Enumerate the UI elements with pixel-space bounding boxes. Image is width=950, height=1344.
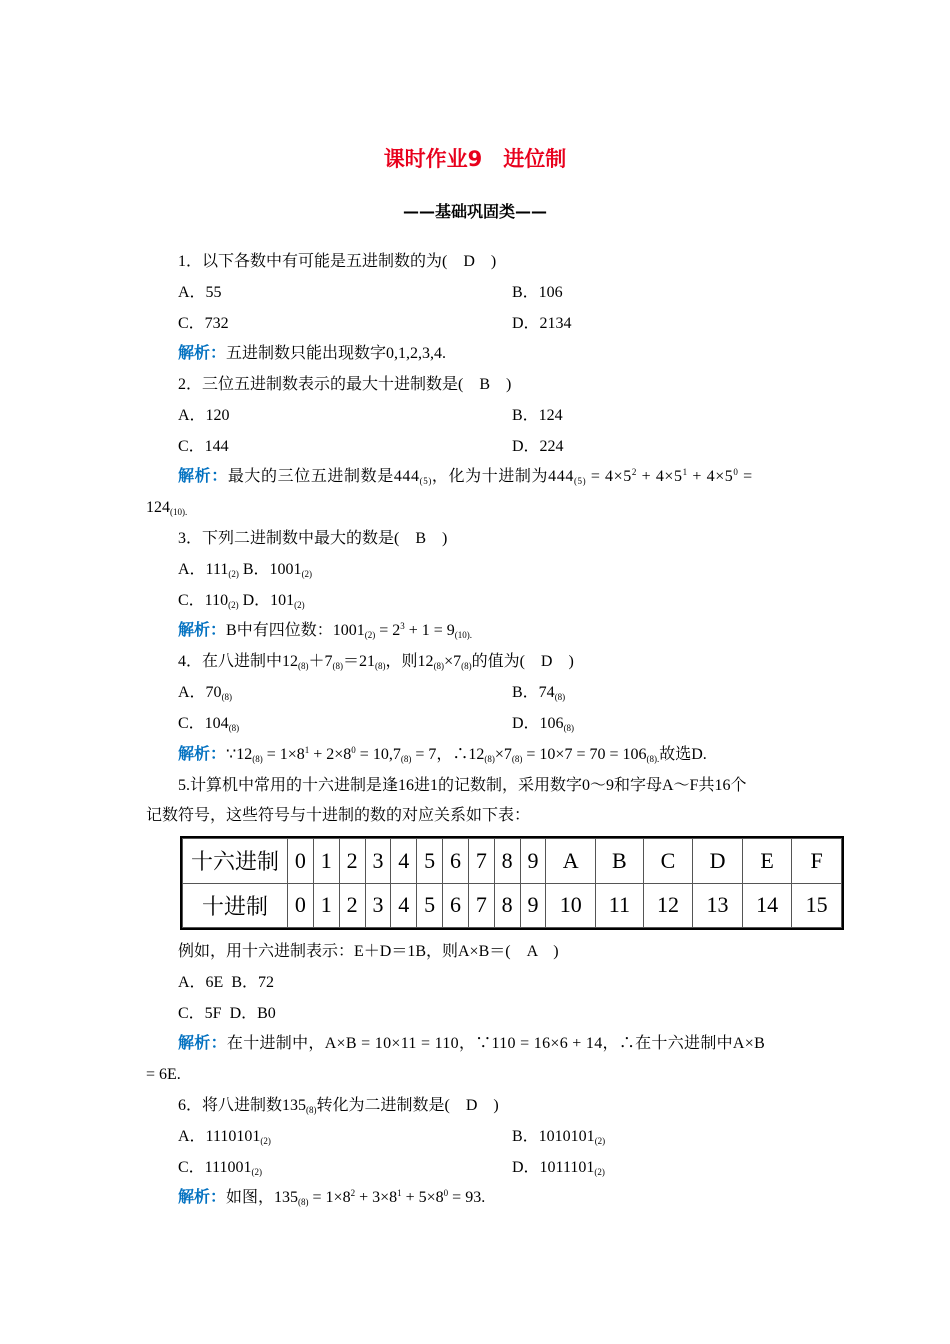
- table-row-head: 十进制: [183, 883, 288, 928]
- table-cell: A: [546, 839, 596, 884]
- q3-options-ab: A．$111_{(2)}$ B．$1001_{(2)}$: [178, 561, 313, 579]
- q2-option-b: B．124: [512, 407, 563, 424]
- explanation-label: 解析：: [178, 1189, 227, 1206]
- q4-option-d: D．$106_{(8)}$: [512, 715, 575, 733]
- table-cell: 13: [693, 883, 743, 928]
- q1-explanation: 解析：五进制数只能出现数字0,1,2,3,4.: [178, 345, 447, 362]
- q4-stem: 4．在八进制中$12_{(8)}+7_{(8)}=21_{(8)}$，则$12_{(8)}\times 7_{(8)}$的值为( D ): [178, 653, 574, 671]
- q5-explanation: 解析：在十进制中，A×B = 10×11 = 110，∵110 = 16×6 + 14，∴在十六进制中A×B: [178, 1035, 766, 1052]
- q6-explanation: 解析：如图，$135_{(8)} = 1\times 8^2 + 3\times 8^1 + 5\times 8^0 = 93$.: [178, 1188, 486, 1207]
- explanation-label: 解析：: [178, 746, 227, 763]
- table-cell: 15: [792, 883, 842, 928]
- table-cell: 2: [339, 883, 365, 928]
- section-heading: ——基础巩固类——: [402, 202, 547, 221]
- q1-option-c: C．732: [178, 315, 229, 332]
- hex-decimal-table: [180, 836, 844, 930]
- q2-stem: 2．三位五进制数表示的最大十进制数是( B ): [178, 376, 512, 393]
- explanation-label: 解析：: [178, 622, 227, 639]
- q4-option-b: B．$74_{(8)}$: [512, 684, 566, 702]
- explanation-label: 解析：: [178, 468, 228, 485]
- q2-option-a: A．120: [178, 407, 230, 424]
- explanation-label: 解析：: [178, 1035, 227, 1052]
- q3-stem: 3．下列二进制数中最大的数是( B ): [178, 530, 448, 547]
- q6-option-c: C．$111001_{(2)}$: [178, 1159, 262, 1177]
- q5-stem: 5.计算机中常用的十六进制是逢16进1的记数制，采用数字0～9和字母A～F共16个: [178, 777, 747, 794]
- table-cell: 9: [520, 883, 546, 928]
- explanation-label: 解析：: [178, 345, 227, 362]
- q4-explanation: 解析：$\because 12_{(8)} = 1\times 8^1 + 2\times 8^0 = 10,7_{(8)} = 7$，$\therefore 12_{(8)}\times 7_{(8)} = 10\times 7 = 70 = 106_{(8).}$故选D.: [178, 745, 707, 764]
- table-cell: 6: [443, 883, 469, 928]
- q1-option-d: D．2134: [512, 315, 572, 332]
- q2-option-d: D．224: [512, 438, 564, 455]
- page-title: 课时作业9 进位制: [383, 147, 567, 171]
- table-cell: 3: [365, 839, 391, 884]
- table-cell: 5: [417, 883, 443, 928]
- table-row: [183, 839, 842, 884]
- table-cell: 7: [468, 883, 494, 928]
- q6-stem: 6．将八进制数$135_{(8)}$转化为二进制数是( D ): [178, 1097, 499, 1115]
- table-cell: 8: [494, 883, 520, 928]
- table-cell: C: [643, 839, 693, 884]
- table-cell: E: [742, 839, 792, 884]
- q3-explanation: 解析：B中有四位数：$1001_{(2)} = 2^3 + 1 = 9_{(10).}$: [178, 621, 473, 640]
- q1-stem: 1．以下各数中有可能是五进制数的为( D ): [178, 253, 497, 270]
- q1-option-b: B．106: [512, 284, 563, 301]
- table-cell: B: [595, 839, 643, 884]
- table-cell: 1: [313, 839, 339, 884]
- q6-option-d: D．$1011101_{(2)}$: [512, 1159, 605, 1177]
- q5-example: 例如，用十六进制表示：E＋D＝1B，则A×B＝( A ): [178, 943, 559, 960]
- q4-option-c: C．$104_{(8)}$: [178, 715, 240, 733]
- q2-explanation-cont: $124_{(10).}$: [146, 499, 188, 517]
- table-cell: D: [693, 839, 743, 884]
- table-cell: 2: [339, 839, 365, 884]
- q1-option-a: A．55: [178, 284, 222, 301]
- table-cell: 9: [520, 839, 546, 884]
- table-cell: 14: [742, 883, 792, 928]
- table-cell: 3: [365, 883, 391, 928]
- q5-explanation-cont: = 6E.: [146, 1066, 181, 1083]
- table-cell: 0: [288, 839, 314, 884]
- table-cell: 11: [595, 883, 643, 928]
- q6-option-a: A．$1110101_{(2)}$: [178, 1128, 271, 1146]
- table-cell: 4: [391, 839, 417, 884]
- table-cell: F: [792, 839, 842, 884]
- q5-stem-cont: 记数符号，这些符号与十进制的数的对应关系如下表：: [146, 807, 531, 824]
- q3-options-cd: C．$110_{(2)}$ D．$101_{(2)}$: [178, 592, 305, 610]
- table-cell: 8: [494, 839, 520, 884]
- q6-option-b: B．$1010101_{(2)}$: [512, 1128, 606, 1146]
- table-cell: 10: [546, 883, 596, 928]
- q2-option-c: C．144: [178, 438, 229, 455]
- table-cell: 1: [313, 883, 339, 928]
- q5-options-cd: C．5F D．B0: [178, 1005, 276, 1022]
- q4-option-a: A．$70_{(8)}$: [178, 684, 233, 702]
- table-cell: 7: [468, 839, 494, 884]
- q5-options-ab: A．6E B．72: [178, 974, 275, 991]
- table-cell: 12: [643, 883, 693, 928]
- table-cell: 5: [417, 839, 443, 884]
- q2-explanation: 解析：最大的三位五进制数是$444_{(5)}$，化为十进制为$444_{(5)} = 4\times 5^2 + 4\times 5^1 + 4\times 5^0$ =: [178, 467, 753, 486]
- table-row-head: 十六进制: [183, 839, 288, 884]
- table-cell: 4: [391, 883, 417, 928]
- table-cell: 0: [288, 883, 314, 928]
- table-row: [183, 883, 842, 928]
- table-cell: 6: [443, 839, 469, 884]
